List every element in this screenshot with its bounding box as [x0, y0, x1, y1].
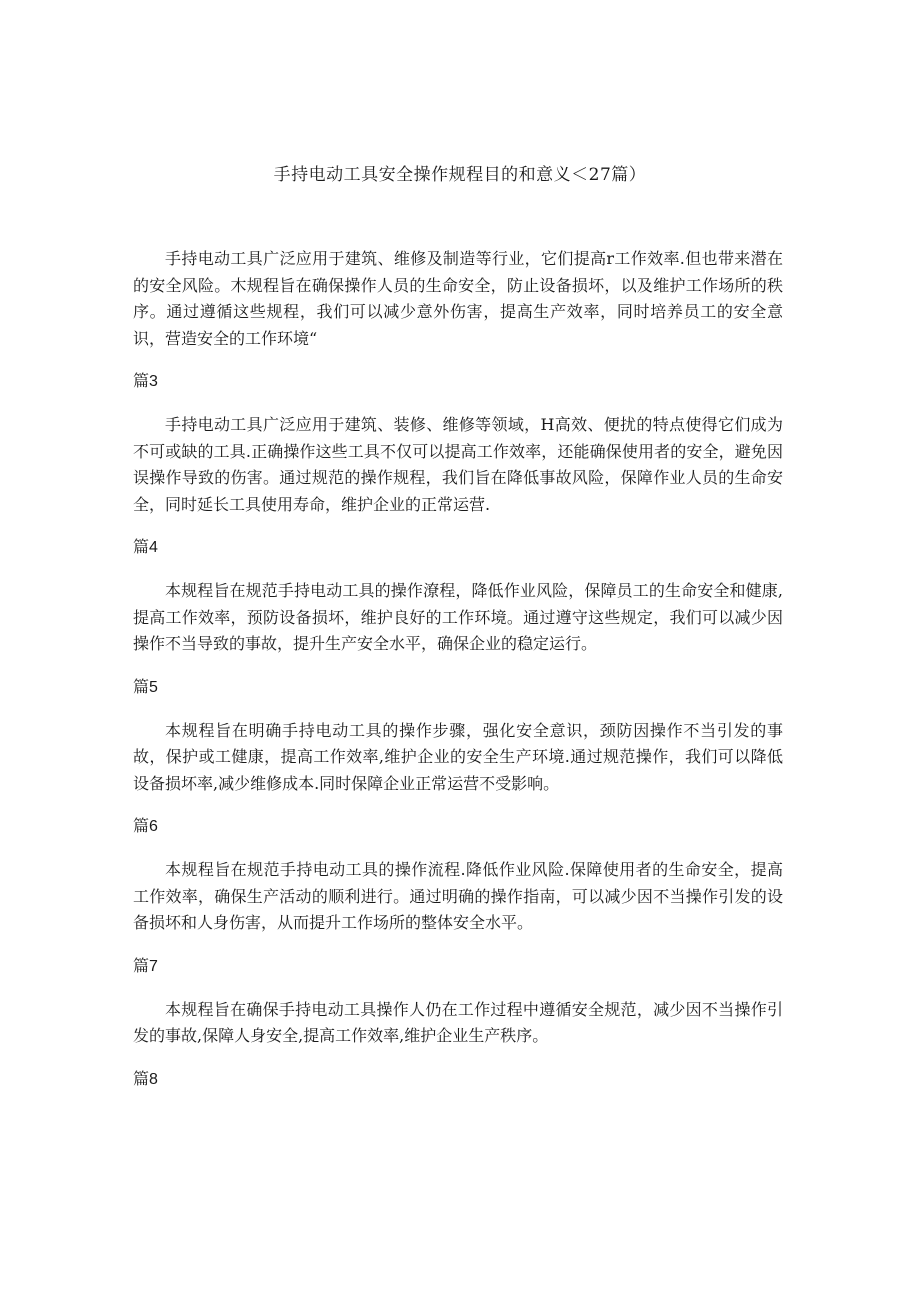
section-paragraph: 手持电动工具广泛应用于建筑、装修、维修等领域，H高效、便扰的特点使得它们成为不可或缺的工具.正确操作这些工具不仅可以提高工作效率，还能确保使用者的安全，避免因误操作导致的伤害。通过规范的操作规程，我们旨在降低事故风险，保障作业人员的生命安全，同时延长工具使用寿命，维护企业的正常运营.: [133, 415, 783, 514]
document-body: [133, 246, 783, 1110]
page-title: 手持电动工具安全操作规程目的和意义＜27篇）: [273, 165, 647, 185]
section-heading: 篇3: [133, 373, 158, 390]
section-paragraph: 本规程旨在明确手持电动工具的操作步骤，强化安全意识，颈防因操作不当引发的事故，保护或工健康，提高工作效率,维护企业的安全生产环境.通过规范操作，我们可以降低设备损坏率,减少维修成本.同时保障企业正常运营不受影响。: [133, 720, 783, 793]
section-heading: 篇7: [133, 957, 158, 975]
section-heading: 篇4: [133, 539, 158, 556]
section-heading: 篇5: [133, 678, 158, 696]
section-paragraph: 本规程旨在规范手持电动工具的操作流程.降低作业风险.保障使用者的生命安全，提高工作效率，确保生产活动的顺利进行。通过明确的操作指南，可以减少因不当操作引发的设备损坏和人身伤害，从而提升工作场所的整体安全水平。: [133, 860, 783, 932]
section-paragraph: 本规程旨在规范手持电动工具的操作潦程，降低作业风险，保障员工的生命安全和健康,提高工作效率，预防设备损坏，维护良好的工作环境。通过遵守这些规定，我们可以减少因操作不当导致的事故，提升生产安全水平，确保企业的稳定运行。: [133, 581, 783, 653]
intro-paragraph: 手持电动工具广泛应用于建筑、维修及制造等行业，它们提高r工作效率.但也带来潜在的安全风险。木规程旨在确保操作人员的生命安全，防止设备损坏，以及维护工作场所的秩序。通过遵循这些规程，我们可以减少意外伤害，提高生产效率，同时培养员工的安全意识，营造安全的工作环境“: [133, 249, 783, 348]
section-heading: 篇6: [133, 818, 158, 835]
section-paragraph: 本规程旨在确保手持电动工具操作人仍在工作过程中遵循安全规范，减少因不当操作引发的事故,保障人身安全,提高工作效率,维护企业生产秩序。: [133, 999, 783, 1045]
section-heading: 篇8: [133, 1070, 158, 1088]
